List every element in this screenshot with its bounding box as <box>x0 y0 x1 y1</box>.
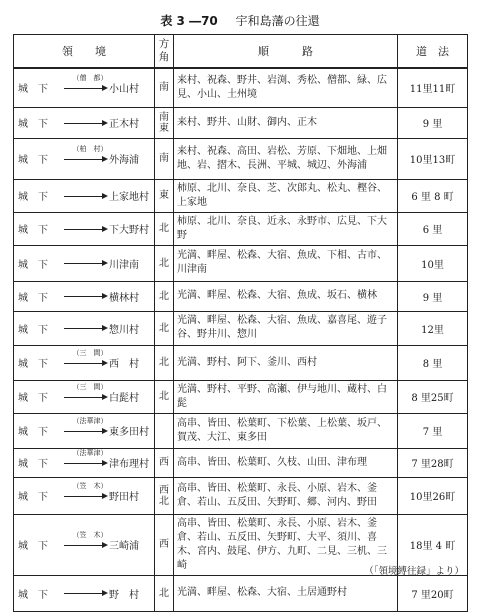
territory-cell <box>14 413 155 448</box>
route-destination: 西 村 <box>109 359 139 370</box>
direction-cell: 北 <box>155 311 174 345</box>
route-path-cell: 柿原、北川、奈良、近永、永野市、広見、下大野 <box>174 212 398 245</box>
route-destination: 外海浦 <box>109 155 139 166</box>
route-destination: 惣川村 <box>109 324 139 336</box>
direction-cell: 北 <box>155 245 174 281</box>
route-origin: 城 下 <box>18 259 48 271</box>
route-destination: 上家地村 <box>109 192 149 203</box>
route-path-cell: 柿原、北川、奈良、芝、次郎丸、松丸、樫谷、上家地 <box>174 179 398 212</box>
route-destination: 小山村 <box>109 84 139 96</box>
territory-cell <box>14 311 155 345</box>
distance-cell: 10里13町 <box>398 138 468 179</box>
route-origin: 城 下 <box>18 359 48 370</box>
route-path-cell: 光満、畔屋、松森、大宿、魚成、下相、古市、川津南 <box>174 245 398 281</box>
route-arrow <box>64 322 108 334</box>
territory-cell <box>14 380 155 413</box>
direction-cell: 西 <box>155 514 174 575</box>
direction-cell: 南 <box>155 138 174 179</box>
route-arrow <box>64 348 108 369</box>
route-via: （笠 木） <box>72 481 108 490</box>
header-distance: 道 法 <box>398 35 468 69</box>
direction-cell: 南 東 <box>155 107 174 138</box>
table-row <box>14 345 468 380</box>
route-table <box>13 34 468 612</box>
table-row <box>14 179 468 212</box>
distance-cell: 7 里 <box>398 413 468 448</box>
route-origin: 城 下 <box>18 427 48 438</box>
distance-cell: 10里26町 <box>398 477 468 514</box>
route-destination: 野田村 <box>109 492 139 503</box>
route-arrow <box>64 144 108 165</box>
route-path-cell: 来村、祝森、高田、岩松、芳原、下畑地、上畑地、岩、摺木、長洲、平城、城辺、外海浦 <box>174 138 398 179</box>
route-path-cell: 来村、祝森、野井、岩渕、秀松、僧都、緑、広見、小山、土州境 <box>174 68 398 107</box>
distance-cell: 9 里 <box>398 281 468 311</box>
territory-cell <box>14 212 155 245</box>
route-origin: 城 下 <box>18 292 48 304</box>
header-route: 順 路 <box>174 35 398 69</box>
table-row <box>14 477 468 514</box>
table-row <box>14 380 468 413</box>
source-note: （「領境縛往録」より） <box>364 566 464 577</box>
direction-cell: 南 <box>155 68 174 107</box>
route-via: （柏 村） <box>72 144 108 153</box>
route-arrow <box>64 223 108 235</box>
territory-cell <box>14 477 155 514</box>
territory-cell <box>14 68 155 107</box>
route-destination: 白髭村 <box>109 393 139 404</box>
territory-cell <box>14 281 155 311</box>
table-number: 表 3 ―70 <box>160 14 218 28</box>
distance-cell: 8 里25町 <box>398 380 468 413</box>
distance-cell: 7 里28町 <box>398 448 468 477</box>
route-path-cell: 高串、皆田、松葉町、久枝、山田、津布理 <box>174 448 398 477</box>
route-origin: 城 下 <box>18 84 48 96</box>
route-via: （三 間） <box>72 382 108 391</box>
table-row <box>14 448 468 477</box>
territory-cell <box>14 138 155 179</box>
route-arrow <box>64 481 108 502</box>
route-via: （僧 都） <box>72 73 108 82</box>
route-destination: 野 村 <box>109 589 139 601</box>
route-via: （法華津） <box>72 416 108 425</box>
distance-cell: 9 里 <box>398 107 468 138</box>
route-arrow <box>64 416 108 437</box>
route-arrow <box>64 290 108 302</box>
territory-cell <box>14 245 155 281</box>
route-arrow <box>64 190 108 202</box>
header-row <box>14 35 468 69</box>
direction-cell: 東 <box>155 179 174 212</box>
route-arrow <box>64 382 108 403</box>
table-row <box>14 575 468 611</box>
route-origin: 城 下 <box>18 225 48 236</box>
route-path-cell: 来村、野井、山財、御内、正木 <box>174 107 398 138</box>
route-path-cell: 光満、畔屋、松森、大宿、魚成、嘉喜尾、遊子谷、野井川、惣川 <box>174 311 398 345</box>
route-arrow <box>64 117 108 129</box>
distance-cell: 6 里 <box>398 212 468 245</box>
table-title <box>0 12 480 29</box>
route-via: （笠 木） <box>72 530 108 539</box>
header-direction: 方角 <box>155 35 174 69</box>
route-arrow <box>64 448 108 469</box>
distance-cell: 6 里 8 町 <box>398 179 468 212</box>
route-destination: 津布理村 <box>109 459 149 470</box>
direction-cell: 北 <box>155 212 174 245</box>
route-path-cell: 光満、畔屋、松森、大宿、魚成、坂石、横林 <box>174 281 398 311</box>
distance-cell: 7 里20町 <box>398 575 468 611</box>
route-origin: 城 下 <box>18 589 48 601</box>
route-path-cell: 光満、野村、阿下、釜川、西村 <box>174 345 398 380</box>
route-origin: 城 下 <box>18 393 48 404</box>
distance-cell: 18里 4 町 <box>398 514 468 575</box>
table-row <box>14 138 468 179</box>
route-via: （三 間） <box>72 348 108 357</box>
route-arrow <box>64 73 108 94</box>
route-path-cell: 高串、皆田、松葉町、下松葉、上松葉、坂戸、賀茂、大江、東多田 <box>174 413 398 448</box>
distance-cell: 8 里 <box>398 345 468 380</box>
direction-cell: 北 <box>155 575 174 611</box>
territory-cell <box>14 575 155 611</box>
route-origin: 城 下 <box>18 155 48 166</box>
direction-cell: 北 <box>155 380 174 413</box>
direction-cell: 北 <box>155 281 174 311</box>
route-destination: 東多田村 <box>109 427 149 438</box>
table-row <box>14 107 468 138</box>
table-row <box>14 413 468 448</box>
distance-cell: 11里11町 <box>398 68 468 107</box>
table-row <box>14 281 468 311</box>
route-destination: 横林村 <box>109 292 139 304</box>
route-arrow <box>64 530 108 551</box>
route-origin: 城 下 <box>18 541 48 552</box>
direction-cell: 北 <box>155 345 174 380</box>
header-territory: 領 境 <box>14 35 155 69</box>
route-path-cell: 高串、皆田、松葉町、永長、小原、岩木、釜倉、若山、五反田、矢野町、大平、須川、喜木、宮内、鼓尾、伊方、九町、二見、三机、三崎 <box>174 514 398 575</box>
route-origin: 城 下 <box>18 459 48 470</box>
territory-cell <box>14 179 155 212</box>
direction-cell: 西 北 <box>155 477 174 514</box>
table-row <box>14 68 468 107</box>
route-path-cell: 光満、畔屋、松森、大宿、土居通野村 <box>174 575 398 611</box>
route-destination: 三崎浦 <box>109 541 139 552</box>
route-arrow <box>64 257 108 269</box>
route-origin: 城 下 <box>18 192 48 203</box>
route-destination: 下大野村 <box>109 225 149 236</box>
route-via: （法華津） <box>72 448 108 457</box>
territory-cell <box>14 345 155 380</box>
route-destination: 正木村 <box>109 119 139 130</box>
territory-cell <box>14 514 155 575</box>
table-row <box>14 245 468 281</box>
route-path-cell: 光満、野村、平野、高瀬、伊与地川、蔵村、白髭 <box>174 380 398 413</box>
route-arrow <box>64 587 108 599</box>
table-row <box>14 212 468 245</box>
table-caption: 宇和島藩の往還 <box>235 14 320 28</box>
territory-cell <box>14 107 155 138</box>
distance-cell: 10里 <box>398 245 468 281</box>
route-origin: 城 下 <box>18 324 48 336</box>
direction-cell: 西 <box>155 448 174 477</box>
route-origin: 城 下 <box>18 492 48 503</box>
distance-cell: 12里 <box>398 311 468 345</box>
territory-cell <box>14 448 155 477</box>
direction-cell <box>155 413 174 448</box>
route-origin: 城 下 <box>18 119 48 130</box>
route-destination: 川津南 <box>109 259 139 271</box>
table-row <box>14 311 468 345</box>
route-path-cell: 高串、皆田、松葉町、永長、小原、岩木、釜倉、若山、五反田、矢野町、郷、河内、野田 <box>174 477 398 514</box>
